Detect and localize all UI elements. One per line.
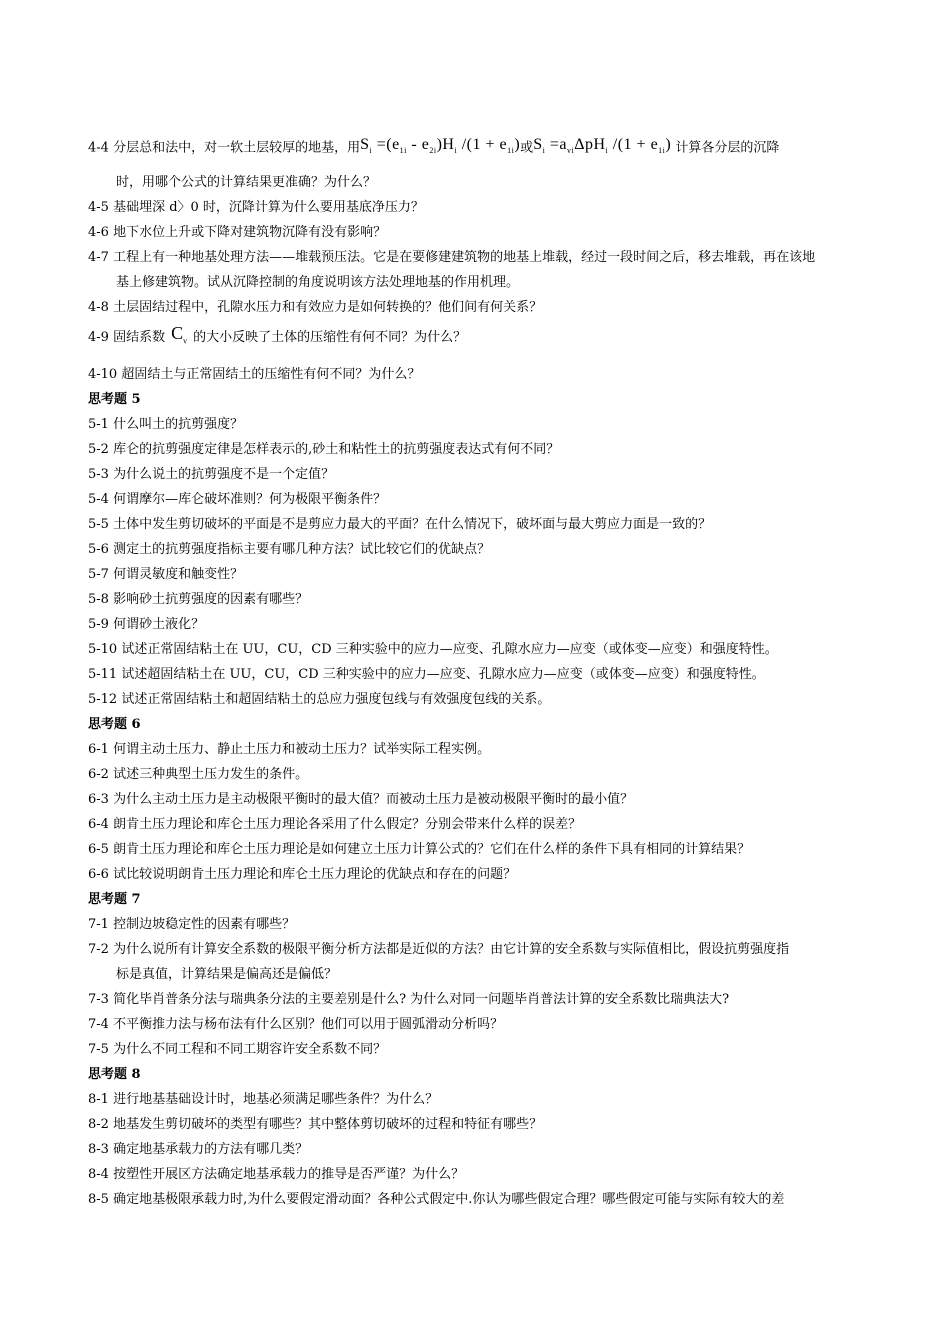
question-4-4	[88, 126, 863, 164]
section-heading-6: 思考题 6	[88, 717, 141, 732]
question-text: 计算各分层的沉降	[675, 140, 780, 156]
question-6-2: 6-2 试述三种典型土压力发生的条件。	[88, 767, 309, 782]
question-8-1: 8-1 进行地基基础设计时，地基必须满足哪些条件？为什么？	[88, 1092, 439, 1107]
question-4-10: 4-10 超固结土与正常固结土的压缩性有何不同？为什么？	[88, 367, 421, 382]
formula-settlement-1: $S_i =(e_{1i} - e_{2i})H_i$ $/(1 + e_{1i})$	[360, 136, 521, 156]
section-heading-8: 思考题 8	[88, 1067, 141, 1082]
question-5-10: 5-10 试述正常固结粘土在 UU，CU，CD 三种实验中的应力—应变、孔隙水应力—应变（或体变—应变）和强度特性。	[88, 642, 778, 657]
question-6-4: 6-4 朗肯土压力理论和库仑土压力理论各采用了什么假定？分别会带来什么样的误差？	[88, 817, 582, 832]
question-7-4: 7-4 不平衡推力法与杨布法有什么区别？他们可以用于圆弧滑动分析吗？	[88, 1017, 504, 1032]
question-6-5: 6-5 朗肯土压力理论和库仑土压力理论是如何建立土压力计算公式的？它们在什么样的条件下具有相同的计算结果？	[88, 842, 751, 857]
document-body	[88, 126, 863, 1212]
question-4-4-continued: 时，用哪个公式的计算结果更准确？为什么？	[116, 175, 377, 190]
question-5-9: 5-9 何谓砂土液化？	[88, 617, 205, 632]
question-text: 的大小反映了土体的压缩性有何不同？为什么？	[193, 329, 467, 345]
question-7-2: 7-2 为什么说所有计算安全系数的极限平衡分析方法都是近似的方法？由它计算的安全系数与实际值相比，假设抗剪强度指	[88, 942, 790, 957]
question-5-1: 5-1 什么叫土的抗剪强度？	[88, 417, 244, 432]
formula-cv: $C_v$	[171, 323, 188, 346]
question-text: 4-9 固结系数	[88, 329, 166, 345]
question-5-4: 5-4 何谓摩尔—库仑破坏准则？何为极限平衡条件？	[88, 492, 387, 507]
question-8-3: 8-3 确定地基承载力的方法有哪几类？	[88, 1142, 309, 1157]
question-7-3: 7-3 简化毕肖普条分法与瑞典条分法的主要差别是什么? 为什么对同一问题毕肖普法计算的安全系数比瑞典法大?	[88, 992, 730, 1007]
question-8-2: 8-2 地基发生剪切破坏的类型有哪些？其中整体剪切破坏的过程和特征有哪些？	[88, 1117, 543, 1132]
question-5-8: 5-8 影响砂土抗剪强度的因素有哪些？	[88, 592, 309, 607]
section-heading-7: 思考题 7	[88, 892, 141, 907]
question-7-1: 7-1 控制边坡稳定性的因素有哪些？	[88, 917, 296, 932]
question-5-12: 5-12 试述正常固结粘土和超固结粘土的总应力强度包线与有效强度包线的关系。	[88, 692, 551, 707]
question-5-7: 5-7 何谓灵敏度和触变性？	[88, 567, 244, 582]
question-4-7: 4-7 工程上有一种地基处理方法——堆载预压法。它是在要修建建筑物的地基上堆载，经过一段时间之后，移去堆载，再在该地	[88, 250, 816, 265]
question-4-7-continued: 基上修建筑物。试从沉降控制的角度说明该方法处理地基的作用机理。	[116, 275, 520, 290]
question-4-8: 4-8 土层固结过程中，孔隙水压力和有效应力是如何转换的？他们间有何关系？	[88, 300, 543, 315]
question-5-6: 5-6 测定土的抗剪强度指标主要有哪几种方法？试比较它们的优缺点？	[88, 542, 491, 557]
question-4-6: 4-6 地下水位上升或下降对建筑物沉降有没有影响？	[88, 225, 387, 240]
section-heading-5: 思考题 5	[88, 392, 141, 407]
formula-settlement-2: $S_i =a_{vi}\Delta pH_i$ $/(1 + e_{1i})$	[533, 136, 672, 156]
question-6-3: 6-3 为什么主动土压力是主动极限平衡时的最大值？而被动土压力是被动极限平衡时的最小值？	[88, 792, 634, 807]
question-4-9	[88, 320, 863, 352]
question-5-3: 5-3 为什么说土的抗剪强度不是一个定值？	[88, 467, 335, 482]
question-8-4: 8-4 按塑性开展区方法确定地基承载力的推导是否严谨？为什么？	[88, 1167, 465, 1182]
question-4-5: 4-5 基础埋深 d〉0 时，沉降计算为什么要用基底净压力？	[88, 200, 424, 215]
or-text: 或	[520, 140, 534, 156]
question-6-6: 6-6 试比较说明朗肯土压力理论和库仑土压力理论的优缺点和存在的问题？	[88, 867, 517, 882]
question-5-2: 5-2 库仑的抗剪强度定律是怎样表示的,砂土和粘性土的抗剪强度表达式有何不同？	[88, 442, 560, 457]
question-8-5: 8-5 确定地基极限承载力时,为什么要假定滑动面？各种公式假定中.你认为哪些假定合理？哪些假定可能与实际有较大的差	[88, 1192, 785, 1207]
question-5-5: 5-5 土体中发生剪切破坏的平面是不是剪应力最大的平面？在什么情况下，破坏面与最大剪应力面是一致的？	[88, 517, 712, 532]
question-7-5: 7-5 为什么不同工程和不同工期容许安全系数不同？	[88, 1042, 387, 1057]
question-6-1: 6-1 何谓主动土压力、静止土压力和被动土压力？试举实际工程实例。	[88, 742, 491, 757]
question-5-11: 5-11 试述超固结粘土在 UU，CU，CD 三种实验中的应力—应变、孔隙水应力—应变（或体变—应变）和强度特性。	[88, 667, 765, 682]
question-text: 4-4 分层总和法中，对一软土层较厚的地基，用	[88, 140, 361, 156]
question-7-2-continued: 标是真值，计算结果是偏高还是偏低？	[116, 967, 338, 982]
